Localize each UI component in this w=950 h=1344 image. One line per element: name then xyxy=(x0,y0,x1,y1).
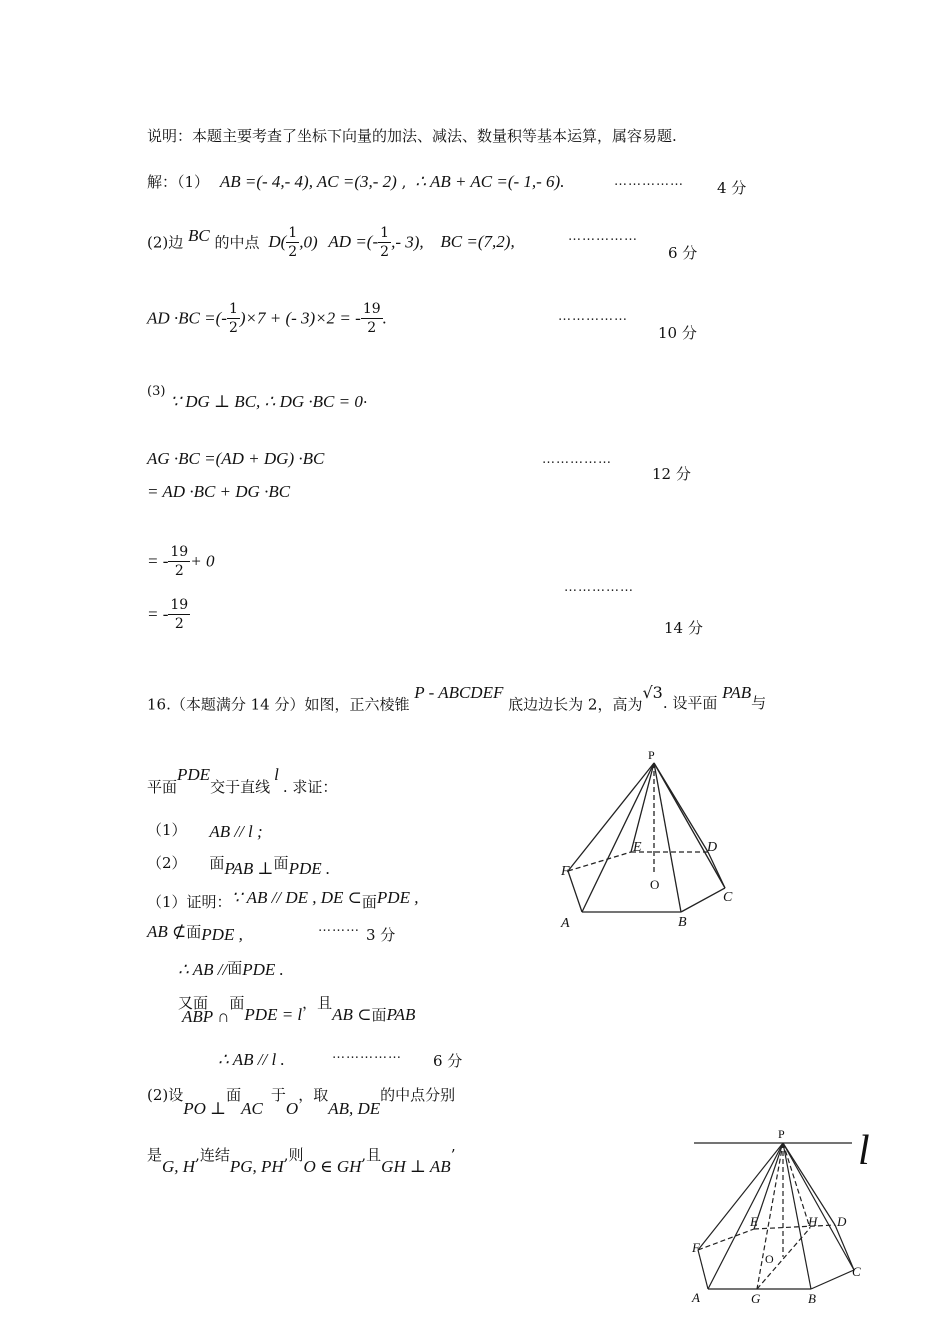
part2b-frac2: $\frac{19}{2}$ xyxy=(362,301,381,336)
part2b-pre: AD ·BC =(- xyxy=(147,308,227,328)
question-16-line2: 平面PDE交于直线l. 求证： xyxy=(147,765,338,796)
q16-item1: （1） AB // l ; xyxy=(147,821,263,841)
fig2-label-e: E xyxy=(750,1214,758,1229)
part2b-dots: …………… xyxy=(558,309,628,324)
part3-line4: = - $\frac{19}{2}$ xyxy=(147,597,189,632)
fig2-label-b: B xyxy=(808,1291,816,1306)
solution-part3 xyxy=(147,384,368,411)
q16-pab: PAB xyxy=(722,683,752,702)
proof-line6: (2)设PO ⊥面AC于O，取AB, DE的中点分别 xyxy=(147,1086,456,1118)
part1-prefix: 解：（1） xyxy=(147,173,210,191)
part1-math: AB =(- 4,- 4), AC =(3,- 2) xyxy=(219,172,397,191)
part3-line1: AG ·BC =(AD + DG) ·BC xyxy=(147,449,325,468)
proof-line2: AB ⊄面PDE , xyxy=(147,922,243,944)
q16-l: l xyxy=(274,765,279,784)
proof-dots-3: ……… xyxy=(318,920,360,935)
part2b-mid: )×7 + (- 3)×2 = - xyxy=(239,308,361,328)
fig2-label-f: F xyxy=(692,1240,700,1255)
part3-math: ∵ DG ⊥ BC, ∴ DG ·BC = 0 xyxy=(170,392,363,411)
part1-dots: …………… xyxy=(614,174,684,189)
q16-item2: （2） 面PAB ⊥面PDE . xyxy=(147,854,331,878)
part3-line3-frac: $\frac{19}{2}$ xyxy=(170,544,189,579)
q16-pyramid: P - ABCDEF xyxy=(414,683,504,702)
solution-note: 说明：本题主要考查了坐标下向量的加法、减法、数量积等基本运算，属容易题. xyxy=(147,127,677,145)
part2-bc-vec: BC =(7,2), xyxy=(440,232,515,252)
fig1-label-a: A xyxy=(561,916,570,931)
proof-points-6: 6 分 xyxy=(433,1052,463,1070)
fig2-label-o: O xyxy=(765,1252,774,1266)
part2b-points: 10 分 xyxy=(658,324,697,342)
proof-dots-6: …………… xyxy=(332,1047,402,1062)
part2-ad-frac: $\frac{1}{2}$ xyxy=(380,225,390,260)
solution-part1 xyxy=(147,172,564,192)
solution-part2 xyxy=(147,226,515,259)
proof-line3: ∴ AB //面PDE . xyxy=(178,959,284,979)
q16-pde: PDE xyxy=(177,765,211,784)
fig1-label-p: P xyxy=(648,748,655,762)
proof-line7: 是G, H,连结PG, PH,则O ∈ GH,且GH ⊥ AB’ xyxy=(147,1146,456,1176)
fig2-label-h: H xyxy=(808,1214,818,1229)
fig1-label-d: D xyxy=(707,840,718,855)
fig1-label-f: F xyxy=(561,864,570,879)
part3-dot: . xyxy=(362,389,368,407)
pyramid-figure-1 xyxy=(555,745,755,935)
fig1-label-b: B xyxy=(678,915,687,930)
part1-math2: ∴ AB + AC =(- 1,- 6). xyxy=(415,172,565,191)
solution-part2-dot-product xyxy=(147,302,387,335)
part1-points: 4 分 xyxy=(717,179,747,197)
part3-line2: = AD ·BC + DG ·BC xyxy=(147,482,291,501)
part2-dots: …………… xyxy=(568,229,638,244)
fig2-label-c: C xyxy=(852,1264,861,1279)
part3-dots2: …………… xyxy=(564,580,634,595)
part2b-post: . xyxy=(382,308,387,328)
part2-d-frac: $\frac{1}{2}$ xyxy=(288,225,298,260)
proof-line1: （1）证明：∵ AB // DE , DE ⊂面PDE , xyxy=(147,888,419,911)
fig2-label-a: A xyxy=(692,1290,700,1305)
question-16-header: 16.（本题满分 14 分）如图，正六棱锥 P - ABCDEF 底边边长为 2，高为√3. 设平面 PAB与 xyxy=(147,683,767,714)
part2-d-pre: D( xyxy=(268,232,287,252)
fig1-label-c: C xyxy=(723,890,733,905)
part2-mid: 的中点 xyxy=(214,233,260,252)
proof-line4: 又面ABP ∩面PDE = l，且AB ⊂面PAB xyxy=(178,994,416,1026)
pyramid-figure-2 xyxy=(688,1122,888,1322)
part2b-frac1: $\frac{1}{2}$ xyxy=(228,301,238,336)
proof-line5: ∴ AB // l . xyxy=(218,1050,285,1069)
proof-points-3: 3 分 xyxy=(366,926,396,944)
part3-points1: 12 分 xyxy=(652,465,691,483)
fig2-label-l: l xyxy=(858,1128,870,1174)
fig1-label-o: O xyxy=(650,877,660,892)
part2-prefix: (2)边 xyxy=(147,233,184,252)
part2-ad-post: ,- 3), xyxy=(391,232,424,252)
part3-dots1: …………… xyxy=(542,452,612,467)
part2-points: 6 分 xyxy=(668,244,698,262)
fig2-label-d: D xyxy=(837,1214,847,1229)
fig1-label-e: E xyxy=(633,840,642,855)
part3-line4-frac: $\frac{19}{2}$ xyxy=(170,597,189,632)
fig2-label-g: G xyxy=(751,1291,761,1306)
part3-points2: 14 分 xyxy=(664,619,703,637)
fig2-label-p: P xyxy=(778,1127,785,1141)
part2-ad-pre: AD =(- xyxy=(328,232,379,252)
part3-line3: = - $\frac{19}{2}$ + 0 xyxy=(147,544,215,579)
part1-sep: , xyxy=(401,173,407,191)
part2-bc: BC xyxy=(188,226,210,245)
part3-prefix: (3) xyxy=(147,384,166,399)
q16-sqrt: √3 xyxy=(642,683,663,702)
part2-d-post: ,0) xyxy=(299,232,318,252)
